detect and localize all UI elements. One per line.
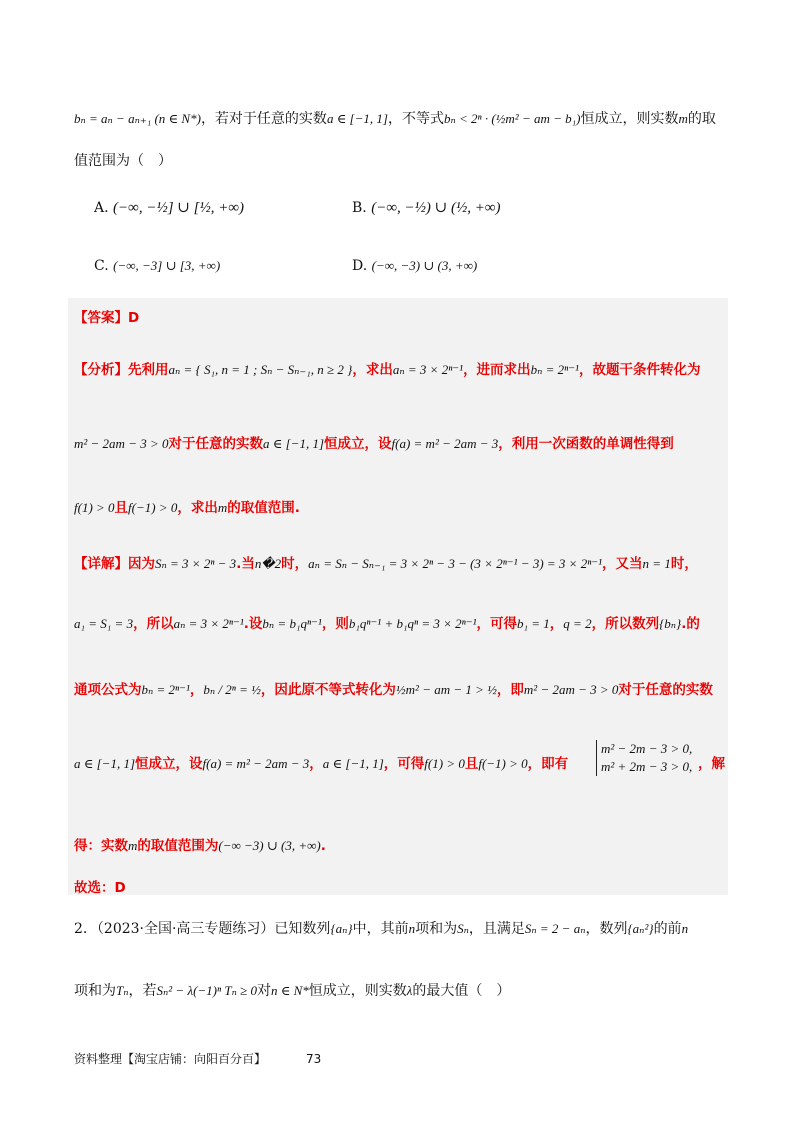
math-expr: bₙ / 2ⁿ = ½ <box>203 682 261 697</box>
text: ，若对于任意的实数 <box>200 111 327 127</box>
text: ，所以数列 <box>591 616 660 632</box>
detail-line4-end: ，解 <box>698 756 725 772</box>
math-expr: a ∈ [−1, 1] <box>326 111 388 126</box>
text: 恒成立，设 <box>135 756 203 772</box>
text: 恒成立，则实数 <box>308 983 407 999</box>
math-expr: {aₙ²} <box>627 921 654 936</box>
math-expr: f(a) = m² − 2am − 3 <box>202 756 310 771</box>
text: ， <box>309 756 323 772</box>
math-expr: f(1) > 0 <box>424 756 465 771</box>
math-expr: Tₙ <box>116 983 129 998</box>
text: ，故题干条件转化为 <box>578 362 701 378</box>
text: 通项公式为 <box>74 682 142 698</box>
text: 的前 <box>653 921 682 937</box>
math-expr: ½m² − am − 1 > ½ <box>395 682 497 697</box>
text: .当 <box>236 556 255 572</box>
text: ，又当 <box>602 556 643 572</box>
math-expr: {bₙ} <box>659 616 682 631</box>
math-expr: f(−1) > 0 <box>128 500 178 515</box>
text: ，若 <box>128 983 157 999</box>
math-expr: bₙ = 2ⁿ⁻¹ <box>530 362 579 377</box>
option-b <box>352 198 501 217</box>
math-expr: bₙ = 2ⁿ⁻¹ <box>141 682 190 697</box>
equation-system <box>596 740 692 776</box>
math-expr: Sₙ = 2 − aₙ <box>524 921 586 936</box>
text: 的取值范围为 <box>137 838 219 854</box>
option-value: (−∞, −½) ∪ (½, +∞) <box>371 200 501 216</box>
text: ，可得 <box>476 616 517 632</box>
math-expr: bₙ = b₁qⁿ⁻¹ <box>262 616 322 631</box>
math-expr: m² − 2am − 3 > 0 <box>523 682 619 697</box>
math-expr: a ∈ [−1, 1] <box>74 756 136 771</box>
math-expr: n <box>408 921 416 936</box>
math-expr: m <box>678 111 688 126</box>
q1-stem-line1 <box>74 108 740 130</box>
q2-line1 <box>74 918 740 940</box>
math-expr: Sₙ = 3 × 2ⁿ − 3 <box>155 556 237 571</box>
text: ，则 <box>321 616 349 632</box>
system-row: m² + 2m − 3 > 0, <box>601 759 693 774</box>
text: 且 <box>464 756 479 772</box>
text: 项和为 <box>415 921 458 937</box>
math-expr: λ <box>406 983 413 998</box>
footer-source: 资料整理【淘宝店铺：向阳百分百】 <box>74 1052 267 1066</box>
text: 2．（2023·全国·高三专题练习）已知数列 <box>74 921 331 937</box>
math-expr: (−∞ −3) ∪ (3, +∞) <box>218 838 321 853</box>
math-expr: f(−1) > 0 <box>478 756 528 771</box>
text: ， <box>549 616 564 632</box>
detail-line2 <box>74 612 700 632</box>
math-expr: b₁qⁿ⁻¹ + b₁qⁿ = 3 × 2ⁿ⁻¹ <box>348 616 477 631</box>
math-expr: a₁ = S₁ = 3 <box>74 616 134 631</box>
text: ，不等式 <box>387 111 444 127</box>
math-expr: aₙ = 3 × 2ⁿ⁻¹ <box>173 616 244 631</box>
text: 对于任意的实数 <box>618 682 713 698</box>
math-expr: bₙ = aₙ − aₙ₊₁ (n ∈ N*) <box>74 111 201 126</box>
math-expr: m <box>217 500 228 515</box>
math-expr: aₙ = { S₁, n = 1 ; Sₙ − Sₙ₋₁, n ≥ 2 } <box>168 362 353 377</box>
text: ，即有 <box>527 756 569 772</box>
text: 的取值范围. <box>227 500 300 516</box>
option-c <box>94 258 220 274</box>
math-expr: a ∈ [−1, 1] <box>263 436 325 451</box>
detail-line4 <box>74 752 568 772</box>
detail-line1 <box>74 552 698 572</box>
text: ，进而求出 <box>463 362 531 378</box>
math-expr: f(1) > 0 <box>74 500 115 515</box>
text: ， <box>189 682 204 698</box>
text: 对 <box>256 983 271 999</box>
math-expr: bₙ < 2ⁿ · (½m² − am − b₁) <box>443 111 581 126</box>
text: ，所以 <box>133 616 174 632</box>
text: 中，其前 <box>352 921 409 937</box>
analysis-line3 <box>74 496 300 516</box>
text: ，利用一次函数的单调性得到 <box>498 436 674 452</box>
text: 项和为 <box>74 983 116 999</box>
text: ，即 <box>496 682 524 698</box>
page-number: 73 <box>306 1052 322 1066</box>
option-d <box>352 258 477 274</box>
math-expr: q = 2 <box>563 616 592 631</box>
math-expr: f(a) = m² − 2am − 3 <box>391 436 499 451</box>
text: 恒成立，则实数 <box>580 111 679 127</box>
math-expr: n�2 <box>254 556 282 571</box>
text: 且 <box>114 500 129 516</box>
text: 的最大值（ ） <box>412 983 511 999</box>
text: 时， <box>670 556 698 572</box>
q1-stem-line2: 值范围为（ ） <box>74 153 172 169</box>
q2-line2 <box>74 980 740 1002</box>
math-expr: m² − 2am − 3 > 0 <box>74 436 169 451</box>
page-footer <box>74 1050 321 1067</box>
math-expr: n ∈ N* <box>270 983 309 998</box>
math-expr: m <box>128 838 138 853</box>
text: 时， <box>281 556 309 572</box>
analysis-line1 <box>74 358 700 378</box>
text: ，求出 <box>177 500 218 516</box>
math-expr: n = 1 <box>642 556 671 571</box>
text: 恒成立，设 <box>324 436 392 452</box>
detail-label: 【详解】因为 <box>74 556 155 572</box>
math-expr: Sₙ <box>457 921 469 936</box>
text: .的 <box>681 616 700 632</box>
option-label: B. <box>352 200 367 216</box>
math-expr: aₙ = Sₙ − Sₙ₋₁ = 3 × 2ⁿ − 3 − (3 × 2ⁿ⁻¹ − 3) = 3 × 2ⁿ⁻¹ <box>308 556 603 571</box>
option-value: (−∞, −3] ∪ [3, +∞) <box>113 258 221 273</box>
option-label: D. <box>352 258 368 274</box>
choice-line: 故选：D <box>74 880 126 896</box>
option-label: C. <box>94 258 109 274</box>
text: 的取 <box>687 111 716 127</box>
text: 对于任意的实数 <box>168 436 263 452</box>
math-expr: b₁ = 1 <box>517 616 550 631</box>
system-row: m² − 2m − 3 > 0, <box>601 741 693 756</box>
option-label: A. <box>94 200 109 216</box>
math-expr: n <box>681 921 689 936</box>
option-value: (−∞, −½] ∪ [½, +∞) <box>113 200 245 216</box>
math-expr: a ∈ [−1, 1] <box>322 756 384 771</box>
detail-line3 <box>74 678 713 698</box>
text: . <box>320 838 326 854</box>
option-value: (−∞, −3) ∪ (3, +∞) <box>371 258 478 273</box>
detail-line5 <box>74 834 326 854</box>
text: ，可得 <box>383 756 425 772</box>
answer-line: 【答案】D <box>74 310 140 326</box>
text: .设 <box>243 616 263 632</box>
text: 得：实数 <box>74 838 128 854</box>
text: ，因此原不等式转化为 <box>260 682 396 698</box>
math-expr: {aₙ} <box>330 921 353 936</box>
text: ，数列 <box>585 921 628 937</box>
math-expr: Sₙ² − λ(−1)ⁿ Tₙ ≥ 0 <box>156 983 257 998</box>
analysis-label: 【分析】先利用 <box>74 362 169 378</box>
analysis-line2 <box>74 432 674 452</box>
math-expr: aₙ = 3 × 2ⁿ⁻¹ <box>392 362 464 377</box>
text: ，求出 <box>352 362 393 378</box>
answer-box <box>68 298 728 895</box>
option-a <box>94 198 244 217</box>
text: ，且满足 <box>468 921 525 937</box>
